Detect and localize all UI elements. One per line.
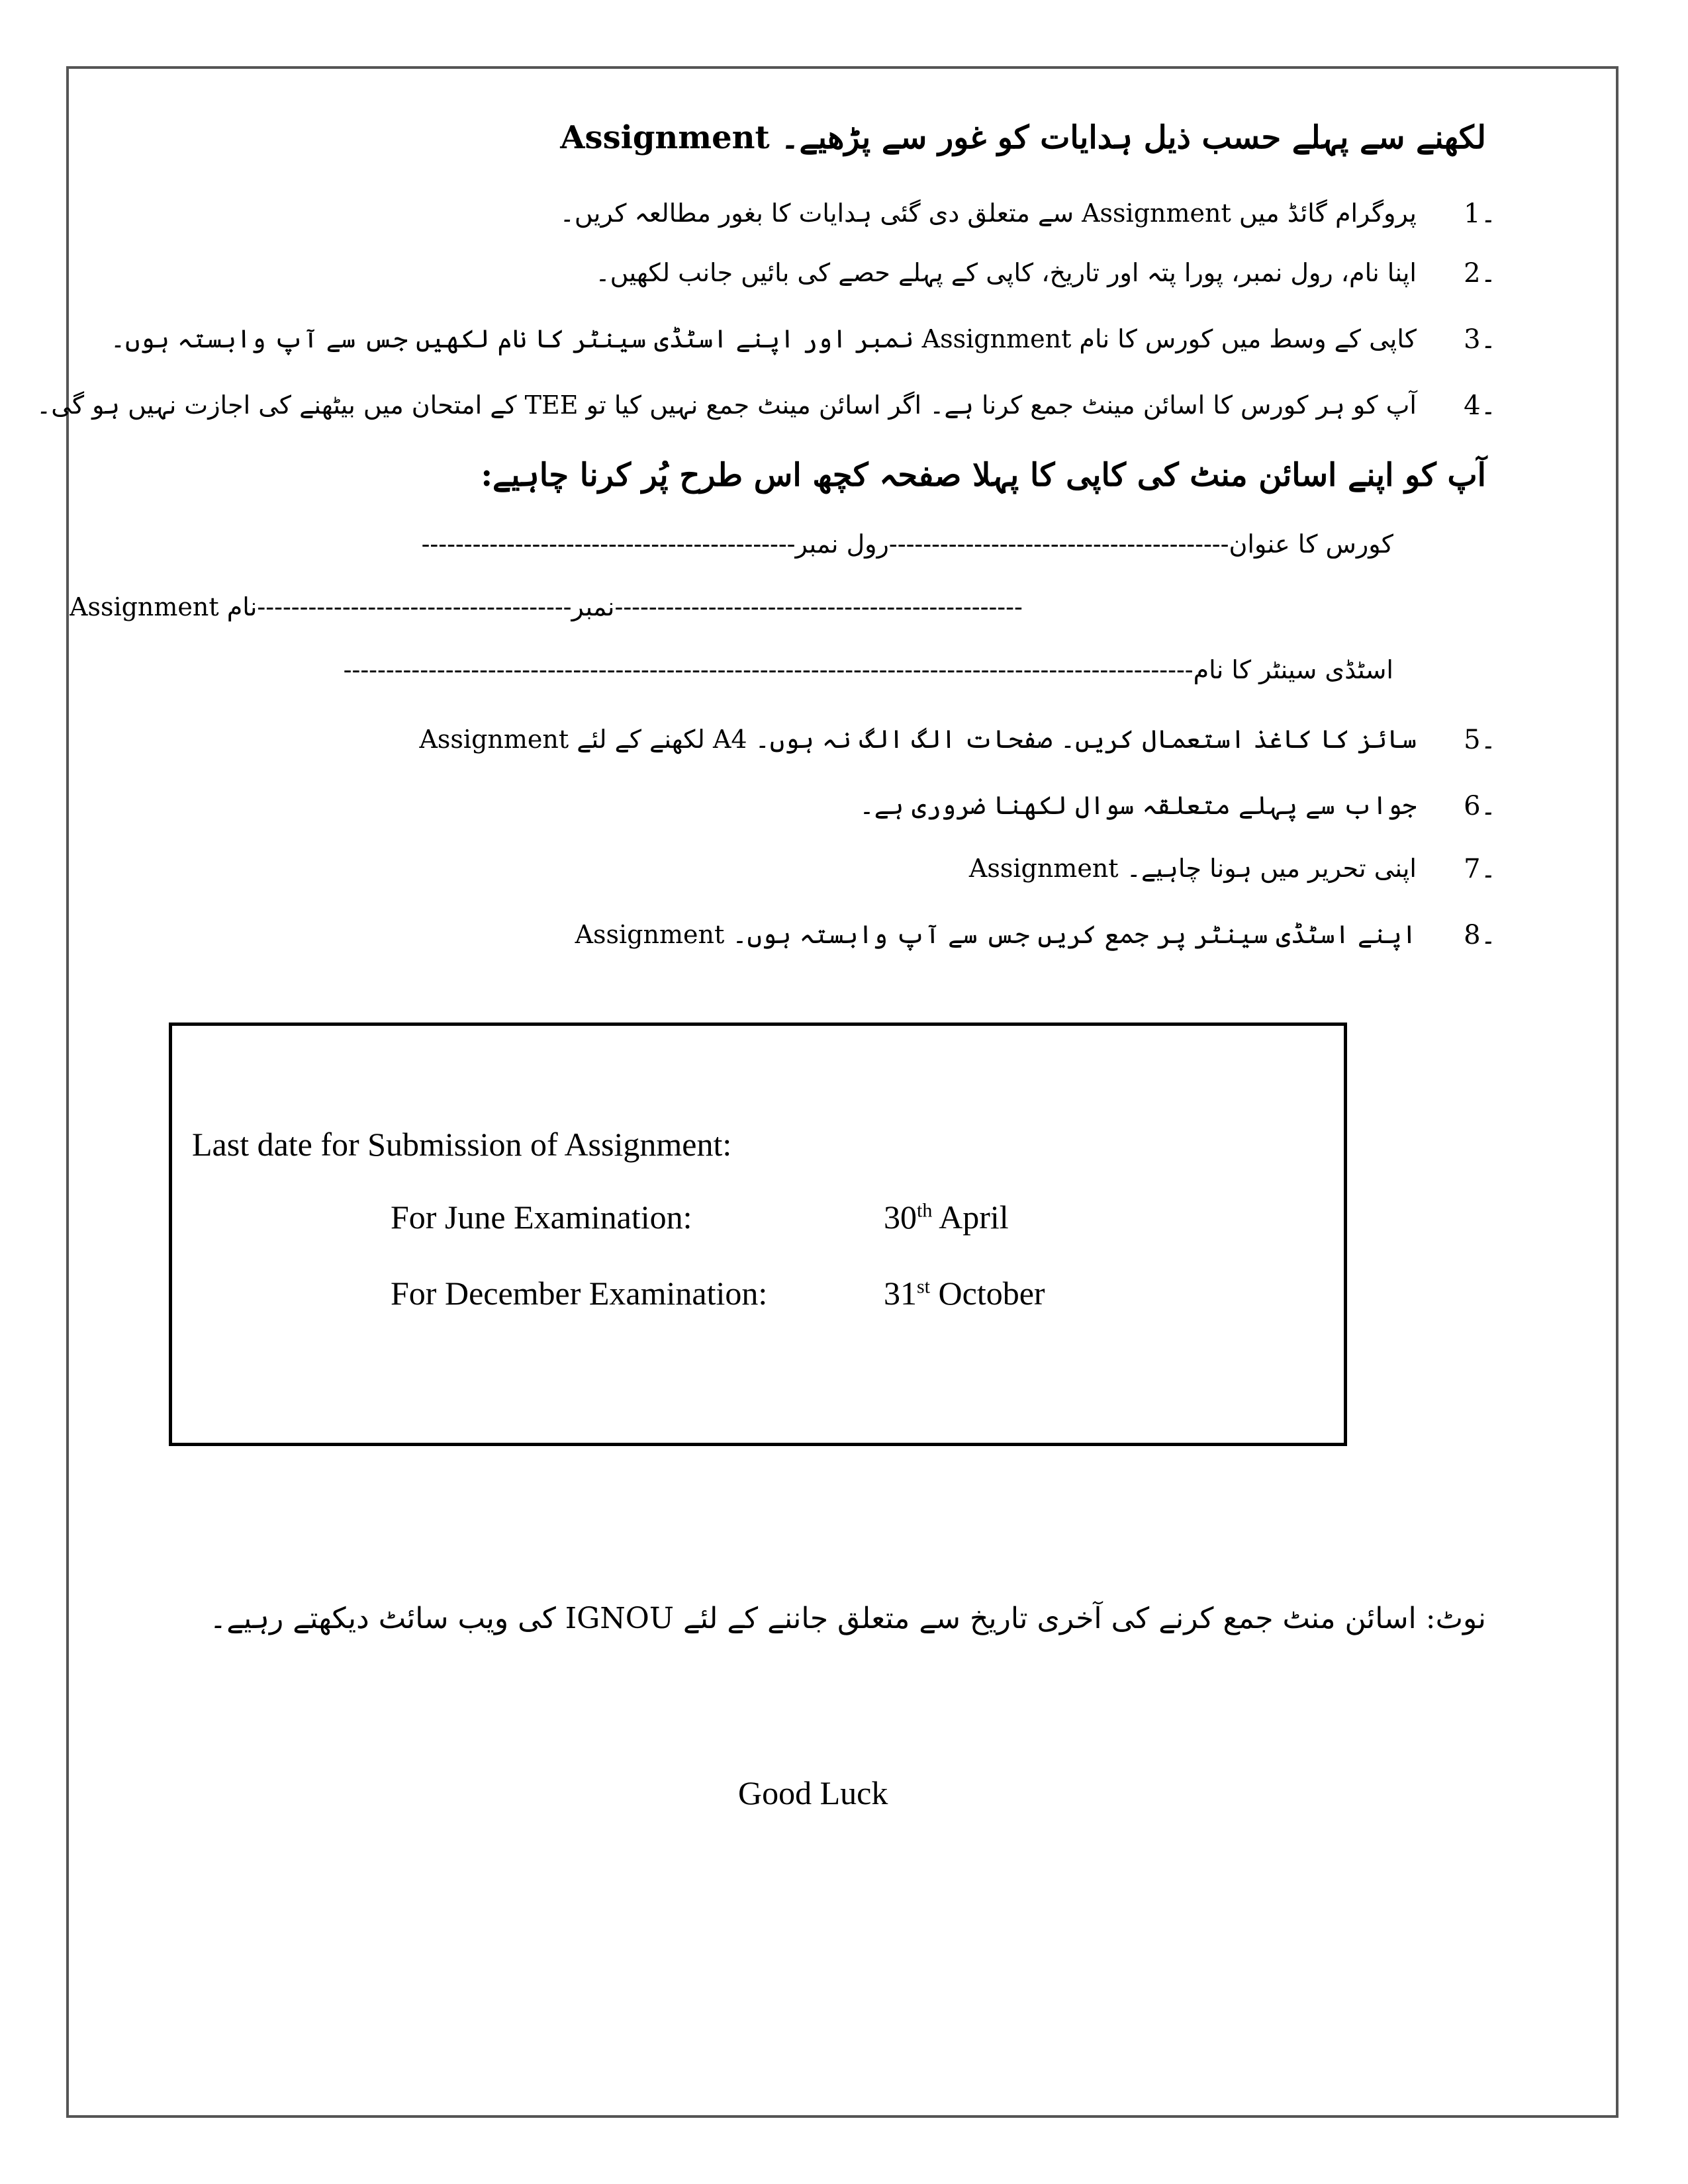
deadline-box <box>169 1023 1347 1446</box>
december-exam-date <box>884 1274 1045 1312</box>
instruction-number: 8۔ <box>1464 920 1496 950</box>
closing-text: Good Luck <box>738 1774 888 1811</box>
form-line-assignment-name: Assignment نمبر-------------------------------------نام------------------------------------------------ <box>70 592 1023 621</box>
instruction-number: 5۔ <box>1464 725 1496 755</box>
instruction-text: پروگرام گائڈ میں Assignment سے متعلق دی گئی ہدایات کا بغور مطالعہ کریں۔ <box>559 199 1417 228</box>
instruction-number: 2۔ <box>1464 258 1496 289</box>
instruction-item-5 <box>172 725 1496 764</box>
december-day-suffix: st <box>917 1275 931 1298</box>
june-day-suffix: th <box>917 1199 933 1222</box>
form-line-course-roll: کورس کا عنوان----------------------------------------رول نمبر-------------------------------------------- <box>421 529 1393 559</box>
instructions-heading: Assignment لکھنے سے پہلے حسب ذیل ہدایات کو غور سے پڑھیے۔ <box>560 119 1486 156</box>
instruction-number: 3۔ <box>1464 324 1496 355</box>
december-month: October <box>938 1275 1045 1312</box>
instruction-text: جواب سے پہلے متعلقہ سوال لکھنا ضروری ہے۔ <box>859 791 1417 820</box>
instruction-text: کاپی کے وسط میں کورس کا نام Assignment نمبر اور اپنے اسٹڈی سینٹر کا نام لکھیں جس سے آپ وابستہ ہوں۔ <box>110 324 1417 353</box>
deadline-title: Last date for Submission of Assignment: <box>192 1126 732 1163</box>
instruction-item-2 <box>172 258 1496 298</box>
instruction-text: اپنا نام، رول نمبر، پورا پتہ اور تاریخ، کاپی کے پہلے حصے کی بائیں جانب لکھیں۔ <box>595 258 1417 287</box>
form-line-study-center: اسٹڈی سینٹر کا نام---------------------------------------------------------------------------------------------------- <box>343 655 1393 684</box>
june-exam-date <box>884 1198 1009 1236</box>
form-subheading: آپ کو اپنے اسائن منٹ کی کاپی کا پہلا صفحہ کچھ اس طرح پُر کرنا چاہیے: <box>481 457 1486 494</box>
instruction-number: 7۔ <box>1464 854 1496 884</box>
instruction-item-1 <box>172 199 1496 238</box>
june-month: April <box>939 1199 1009 1236</box>
website-note: نوٹ: اسائن منٹ جمع کرنے کی آخری تاریخ سے متعلق جاننے کے لئے IGNOU کی ویب سائٹ دیکھتے رہیے۔ <box>209 1602 1486 1635</box>
instruction-number: 6۔ <box>1464 791 1496 821</box>
december-exam-label: For December Examination: <box>391 1275 768 1312</box>
instruction-item-6 <box>172 791 1496 831</box>
instruction-number: 1۔ <box>1464 199 1496 229</box>
instruction-item-8 <box>172 920 1496 960</box>
june-exam-label: For June Examination: <box>391 1199 692 1236</box>
december-day: 31 <box>884 1275 917 1312</box>
instruction-text: Assignment اپنے اسٹڈی سینٹر پر جمع کریں جس سے آپ وابستہ ہوں۔ <box>575 920 1417 949</box>
june-day: 30 <box>884 1199 917 1236</box>
instruction-item-3 <box>110 324 1496 364</box>
instruction-text: Assignment اپنی تحریر میں ہونا چاہیے۔ <box>968 854 1417 883</box>
instruction-item-4 <box>36 390 1496 430</box>
instruction-text: Assignment لکھنے کے لئے A4 سائز کا کاغذ استعمال کریں۔ صفحات الگ الگ نہ ہوں۔ <box>419 725 1417 754</box>
instruction-number: 4۔ <box>1464 390 1496 421</box>
instruction-item-7 <box>172 854 1496 893</box>
instruction-text: آپ کو ہر کورس کا اسائن مینٹ جمع کرنا ہے۔ اگر اسائن مینٹ جمع نہیں کیا تو TEE کے امتحان میں بیٹھنے کی اجازت نہیں ہو گی۔ <box>36 390 1417 420</box>
